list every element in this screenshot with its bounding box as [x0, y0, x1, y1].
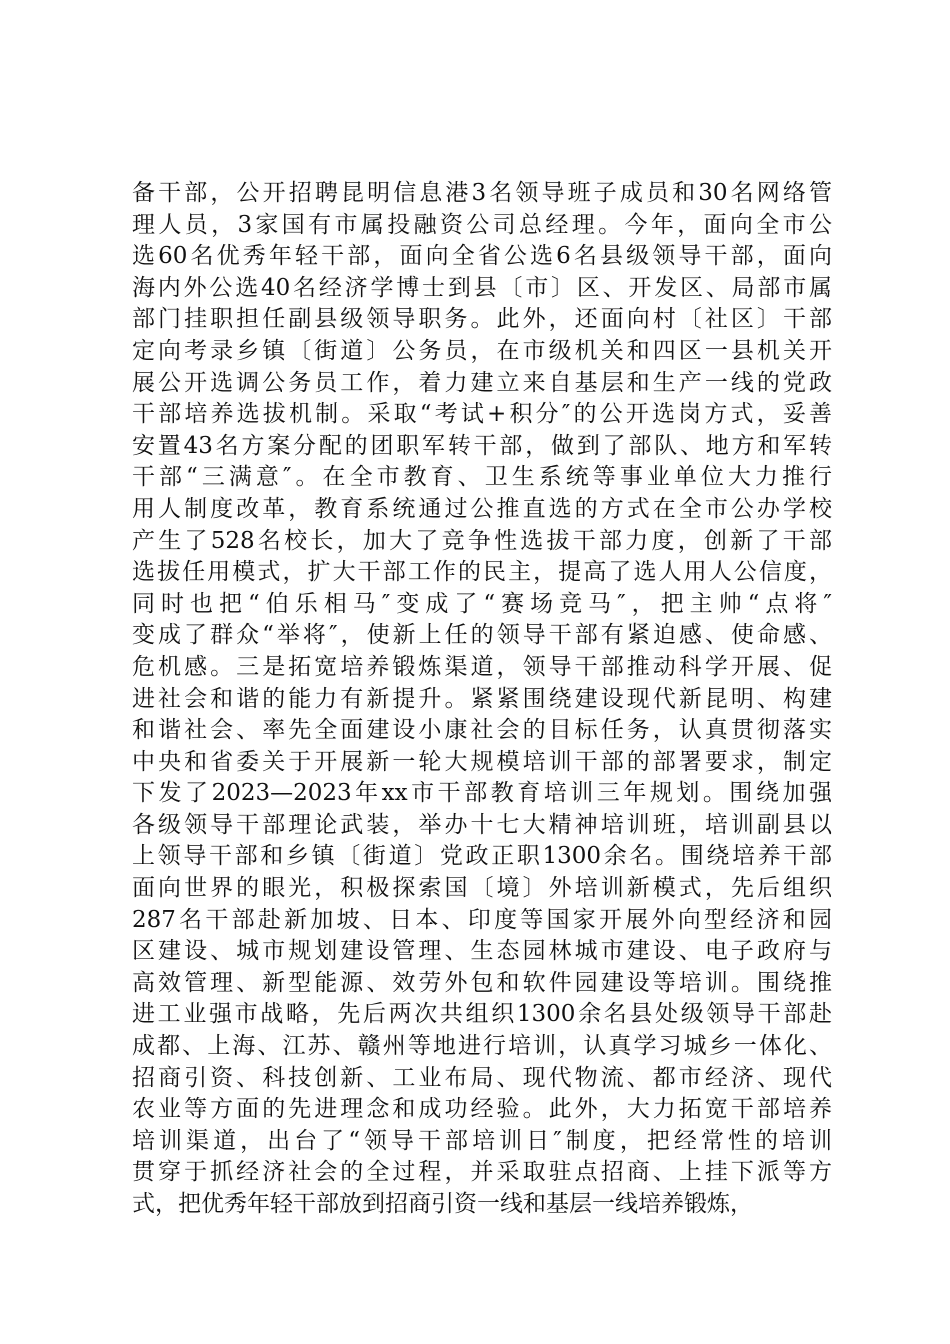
text-line: 面向世界的眼光，积极探索国〔境〕外培训新模式，先后组织 [132, 875, 832, 902]
text-line: 进社会和谐的能力有新提升。紧紧围绕建设现代新昆明、构建 [132, 685, 832, 712]
text-line: 成都、上海、江苏、赣州等地进行培训，认真学习城乡一体化、 [132, 1033, 832, 1060]
text-line: 产生了528名校长，加大了竞争性选拔干部力度，创新了干部 [132, 527, 832, 554]
text-line: 高效管理、新型能源、效劳外包和软件园建设等培训。围绕推 [132, 969, 832, 996]
text-line: 定向考录乡镇〔街道〕公务员，在市级机关和四区一县机关开 [132, 337, 832, 364]
text-line: 农业等方面的先进理念和成功经验。此外，大力拓宽干部培养 [132, 1096, 832, 1123]
text-line: 中央和省委关于开展新一轮大规模培训干部的部署要求，制定 [132, 748, 832, 775]
text-line: 选拔任用模式，扩大干部工作的民主，提高了选人用人公信度， [132, 559, 832, 586]
text-line: 备干部，公开招聘昆明信息港3名领导班子成员和30名网络管 [132, 180, 832, 206]
text-line: 变成了群众“举将″，使新上任的领导干部有紧迫感、使命感、 [132, 622, 832, 649]
text-line: 同时也把“伯乐相马″变成了“赛场竞马″，把主帅“点将″ [132, 590, 832, 617]
text-line: 用人制度改革，教育系统通过公推直选的方式在全市公办学校 [132, 495, 832, 522]
text-line: 招商引资、科技创新、工业布局、现代物流、都市经济、现代 [132, 1064, 832, 1091]
text-line: 培训渠道，出台了“领导干部培训日″制度，把经常性的培训 [132, 1127, 832, 1154]
text-line: 上领导干部和乡镇〔街道〕党政正职1300余名。围绕培养干部 [132, 843, 832, 870]
text-line: 海内外公选40名经济学博士到县〔市〕区、开发区、局部市属 [132, 274, 832, 301]
text-line: 展公开选调公务员工作，着力建立来自基层和生产一线的党政 [132, 369, 832, 396]
body-paragraph [132, 178, 832, 1221]
text-line: 干部“三满意″。在全市教育、卫生系统等事业单位大力推行 [132, 464, 832, 491]
text-line: 安置43名方案分配的团职军转干部，做到了部队、地方和军转 [132, 432, 832, 459]
text-line: 和谐社会、率先全面建设小康社会的目标任务，认真贯彻落实 [132, 717, 832, 744]
text-line: 各级领导干部理论武装，举办十七大精神培训班，培训副县以 [132, 811, 832, 838]
text-line: 式，把优秀年轻干部放到招商引资一线和基层一线培养锻炼， [132, 1191, 753, 1217]
text-line: 贯穿于抓经济社会的全过程，并采取驻点招商、上挂下派等方 [132, 1159, 832, 1186]
text-line: 下发了2023—2023年xx市干部教育培训三年规划。围绕加强 [132, 780, 832, 807]
text-line: 理人员，3家国有市属投融资公司总经理。今年，面向全市公 [132, 211, 832, 238]
text-line: 干部培养选拔机制。采取“考试+积分″的公开选岗方式，妥善 [132, 401, 832, 428]
text-line: 危机感。三是拓宽培养锻炼渠道，领导干部推动科学开展、促 [132, 653, 832, 680]
text-line: 287名干部赴新加坡、日本、印度等国家开展外向型经济和园 [132, 906, 832, 933]
text-line: 选60名优秀年轻干部，面向全省公选6名县级领导干部，面向 [132, 243, 832, 270]
text-line: 进工业强市战略，先后两次共组织1300余名县处级领导干部赴 [132, 1001, 832, 1028]
text-line: 区建设、城市规划建设管理、生态园林城市建设、电子政府与 [132, 938, 832, 965]
text-line: 部门挂职担任副县级领导职务。此外，还面向村〔社区〕干部 [132, 306, 832, 333]
